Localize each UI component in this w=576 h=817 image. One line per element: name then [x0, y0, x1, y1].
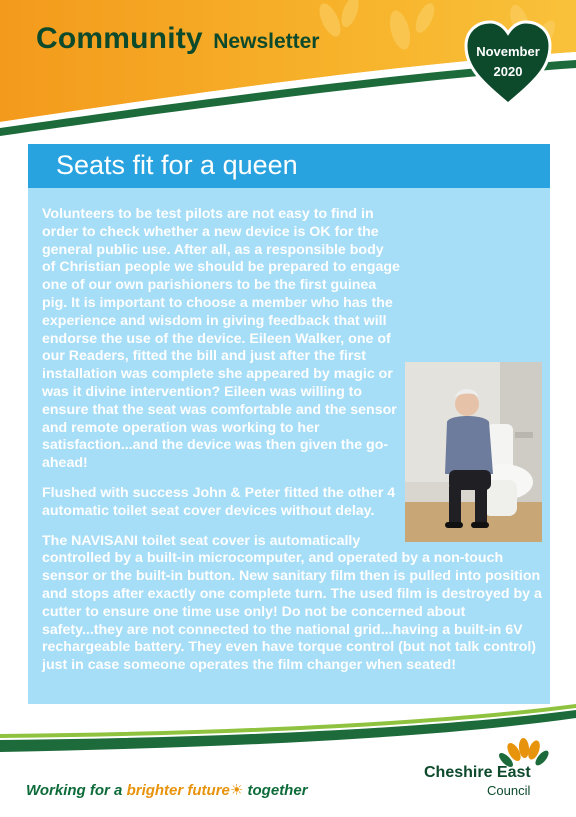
slogan-end: together: [243, 782, 308, 799]
council-logo-sub: Council: [487, 783, 531, 798]
article-photo: [405, 362, 542, 542]
article-paragraph-1: Volunteers to be test pilots are not easy to find in order to check whether a new device is OK for the general public use. After all, as a responsible body of Christian people we should be prepared to engage one of our own parishioners to be the first guinea pig. It is important to choose a member who has the experience and wisdom in giving feedback that will endorse the use of the device. Eileen Walker, one of our Readers, fitted the bill and just after the first installation was complete she appeared by magic or was it divine intervention? Eileen was willing to ensure that the seat was comfortable and the sensor and remote operation was working to her satisfaction...and the device was then given the go-ahead!: [42, 206, 400, 472]
badge-year: 2020: [493, 64, 523, 79]
sun-icon: ☀: [229, 782, 244, 799]
footer-slogan: [26, 781, 308, 799]
slogan-start: Working for a: [26, 782, 127, 799]
issue-date-badge: [462, 42, 554, 82]
council-logo-name: Cheshire East: [424, 764, 531, 781]
newsletter-title: [36, 22, 319, 56]
article-title-bar: [28, 144, 550, 188]
slogan-accent: brighter future: [126, 782, 230, 799]
title-community: Community: [36, 22, 203, 55]
article-title: Seats fit for a queen: [56, 150, 298, 180]
title-newsletter: Newsletter: [213, 30, 320, 53]
article-paragraph-2: Flushed with success John & Peter fitted the other 4 automatic toilet seat cover devices without delay.: [42, 484, 396, 519]
badge-month: November: [476, 44, 540, 59]
article-paragraph-3: The NAVISANI toilet seat cover is automatically controlled by a built-in microcomputer, and operated by a non-touch sensor or the built-in button. New sanitary film then is pulled into position and stops after exactly one complete turn. The used film is destroyed by a cutter to ensure one time use only! Do not be concerned about safety...they are not connected to the national grid...having a built-in 6V rechargeable battery. They even have torque control (but not talk control) just in case someone operates the film changer when seated!: [42, 532, 542, 674]
